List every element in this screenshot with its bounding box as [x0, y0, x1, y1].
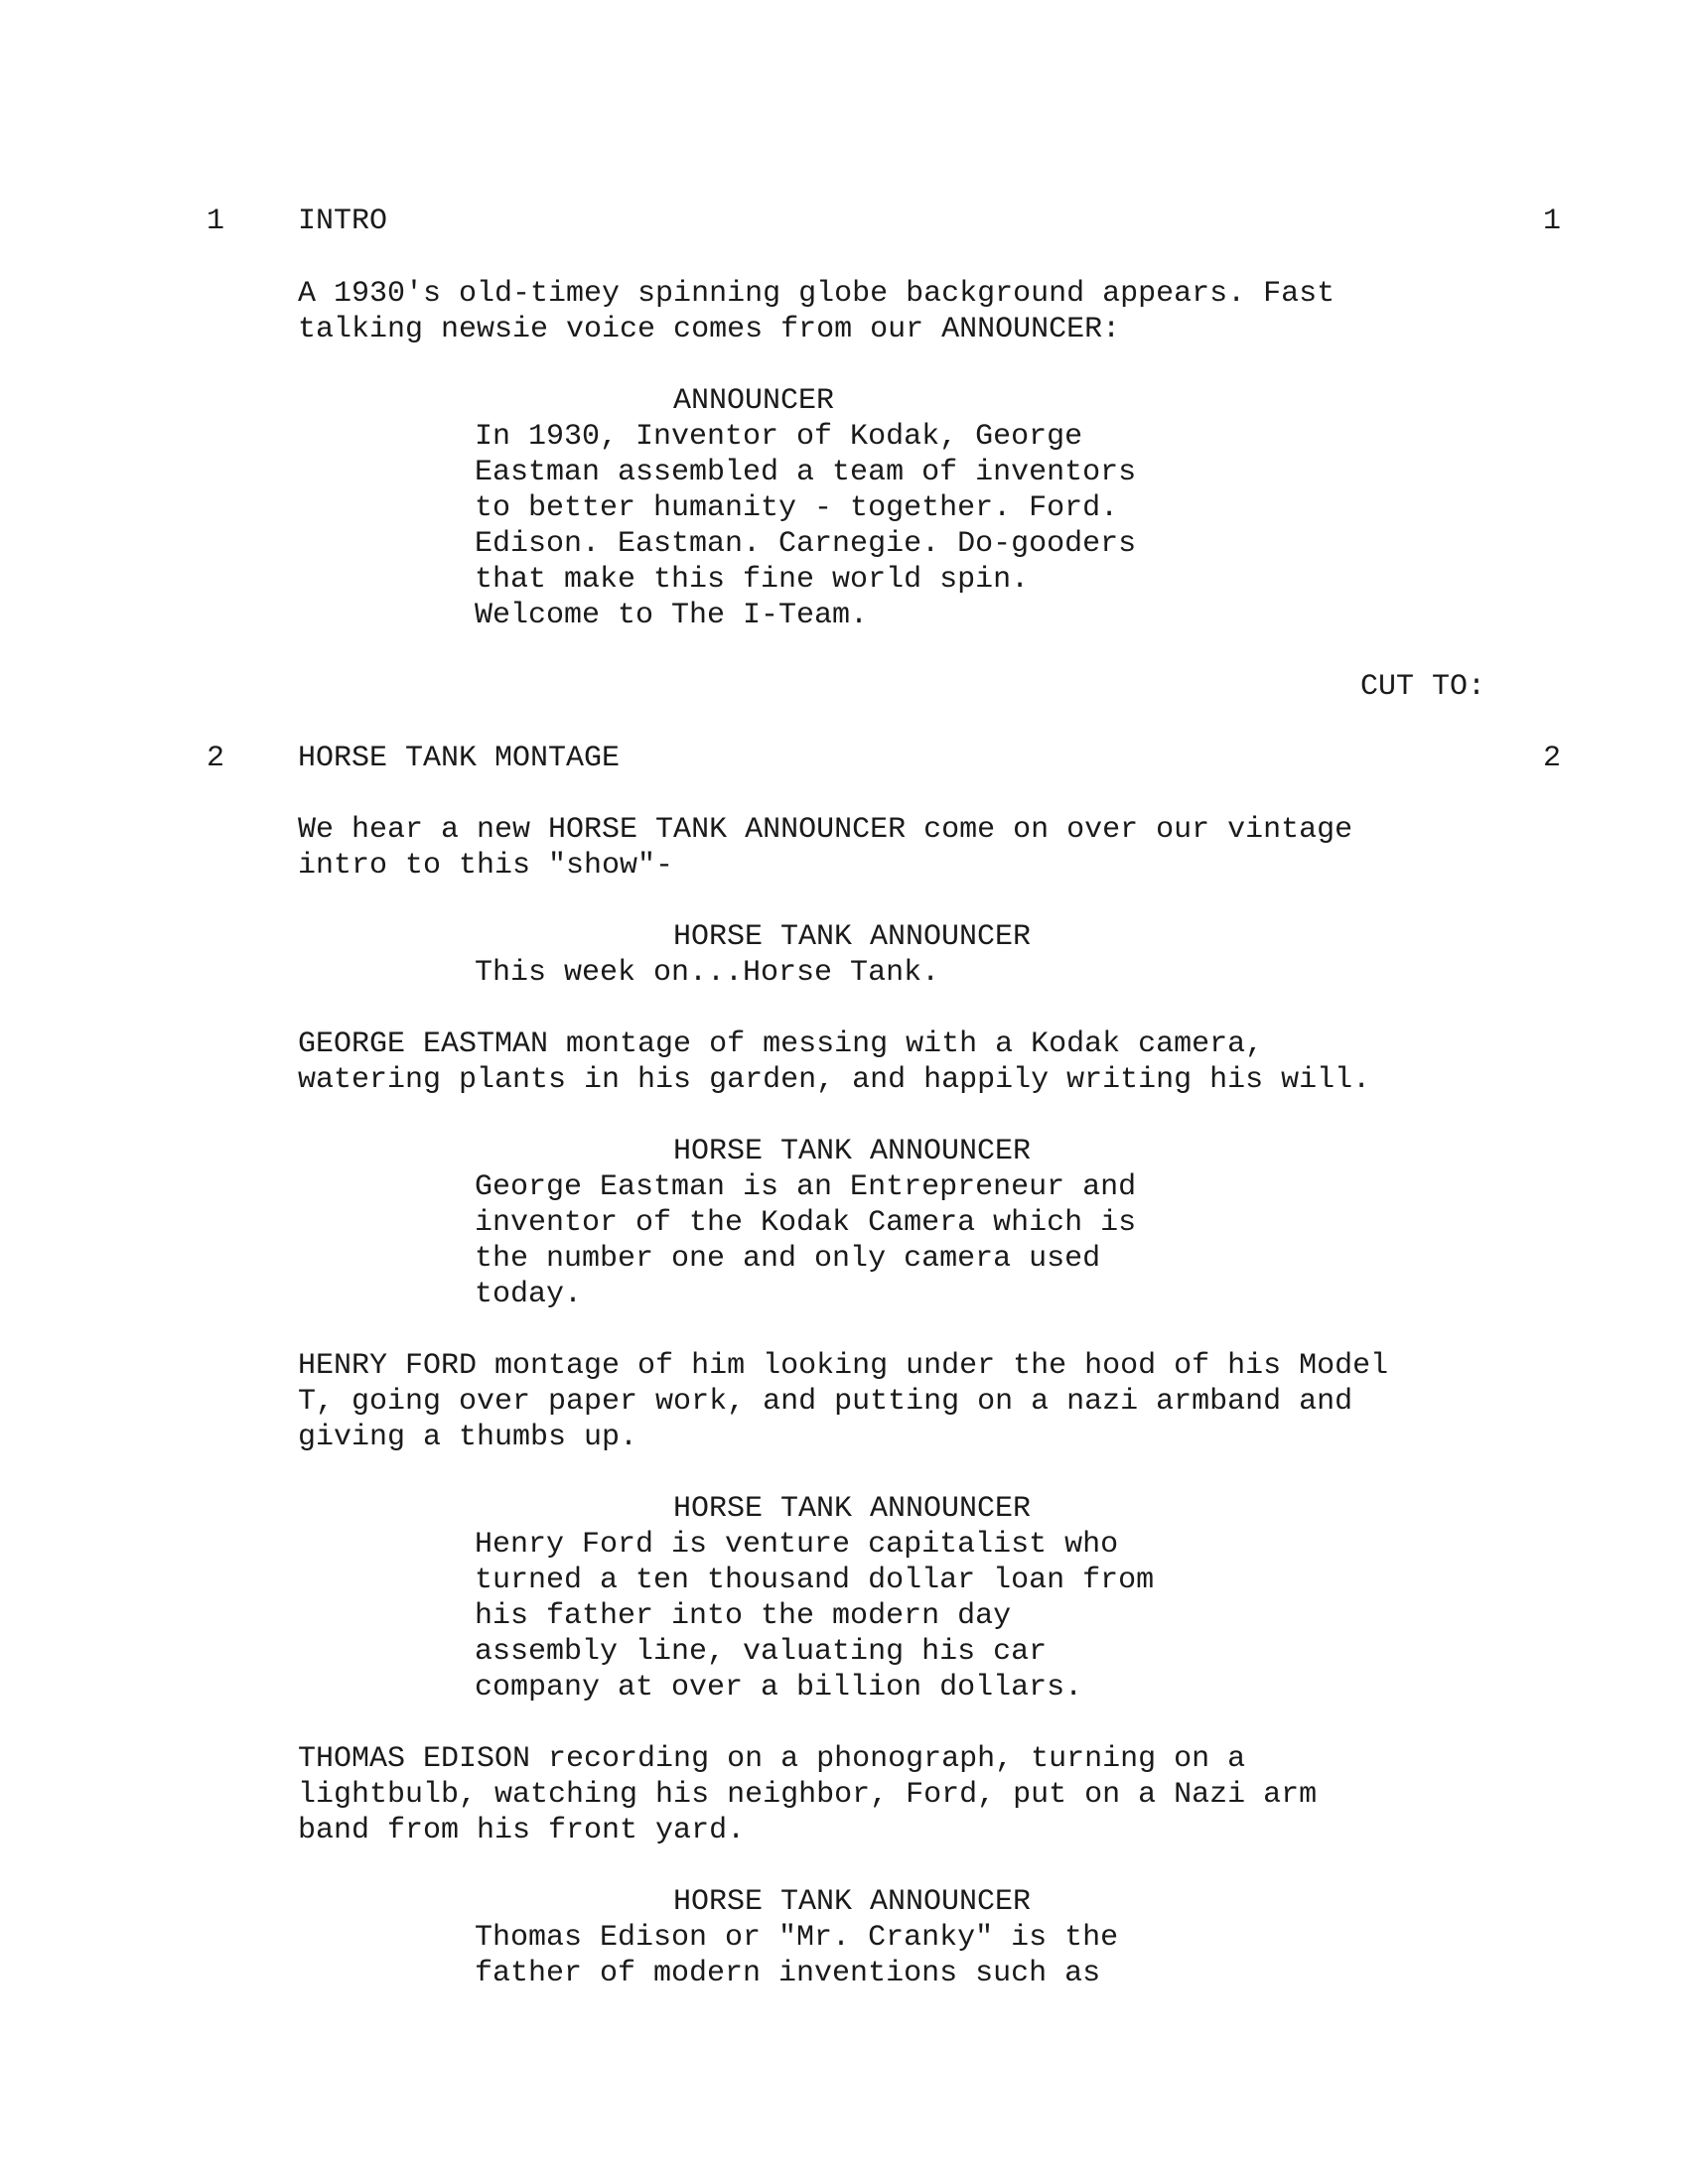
scene-heading: HORSE TANK MONTAGE [298, 742, 621, 775]
character-name: HORSE TANK ANNOUNCER [673, 1492, 1032, 1526]
scene-number-right: 2 [1543, 742, 1562, 775]
dialogue-line: the number one and only camera used [475, 1242, 1101, 1276]
transition: CUT TO: [1360, 670, 1486, 704]
action-line: giving a thumbs up. [298, 1421, 638, 1454]
dialogue-line: Thomas Edison or "Mr. Cranky" is the [475, 1921, 1119, 1955]
scene-number-right: 1 [1543, 205, 1562, 238]
action-line: HENRY FORD montage of him looking under the hood of his Model [298, 1349, 1389, 1383]
dialogue-line: Henry Ford is venture capitalist who [475, 1528, 1119, 1562]
character-name: ANNOUNCER [673, 384, 835, 418]
scene-heading: INTRO [298, 205, 388, 238]
character-name: HORSE TANK ANNOUNCER [673, 1885, 1032, 1919]
dialogue-line: Edison. Eastman. Carnegie. Do-gooders [475, 527, 1137, 561]
scene-number-left: 1 [207, 205, 225, 238]
dialogue-line: to better humanity - together. Ford. [475, 491, 1119, 525]
action-line: A 1930's old-timey spinning globe background appears. Fast [298, 277, 1336, 311]
scene-number-left: 2 [207, 742, 225, 775]
action-line: intro to this "show"- [298, 849, 674, 883]
action-line: We hear a new HORSE TANK ANNOUNCER come on over our vintage [298, 813, 1353, 847]
action-line: T, going over paper work, and putting on a nazi armband and [298, 1385, 1353, 1419]
dialogue-line: This week on...Horse Tank. [475, 956, 940, 990]
action-line: band from his front yard. [298, 1814, 746, 1847]
action-line: watering plants in his garden, and happily writing his will. [298, 1063, 1371, 1097]
dialogue-line: turned a ten thousand dollar loan from [475, 1564, 1155, 1597]
dialogue-line: inventor of the Kodak Camera which is [475, 1206, 1137, 1240]
dialogue-line: In 1930, Inventor of Kodak, George [475, 420, 1083, 454]
dialogue-line: today. [475, 1278, 583, 1311]
dialogue-line: that make this fine world spin. [475, 563, 1030, 597]
dialogue-line: his father into the modern day [475, 1599, 1012, 1633]
action-line: THOMAS EDISON recording on a phonograph, turning on a [298, 1742, 1246, 1776]
action-line: lightbulb, watching his neighbor, Ford, put on a Nazi arm [298, 1778, 1318, 1812]
dialogue-line: company at over a billion dollars. [475, 1671, 1083, 1705]
dialogue-line: Welcome to The I-Team. [475, 599, 869, 632]
dialogue-line: Eastman assembled a team of inventors [475, 456, 1137, 489]
dialogue-line: assembly line, valuating his car [475, 1635, 1048, 1669]
action-line: GEORGE EASTMAN montage of messing with a Kodak camera, [298, 1027, 1264, 1061]
character-name: HORSE TANK ANNOUNCER [673, 1135, 1032, 1168]
character-name: HORSE TANK ANNOUNCER [673, 920, 1032, 954]
dialogue-line: father of modern inventions such as [475, 1957, 1101, 1990]
dialogue-line: George Eastman is an Entrepreneur and [475, 1170, 1137, 1204]
action-line: talking newsie voice comes from our ANNOUNCER: [298, 313, 1121, 346]
